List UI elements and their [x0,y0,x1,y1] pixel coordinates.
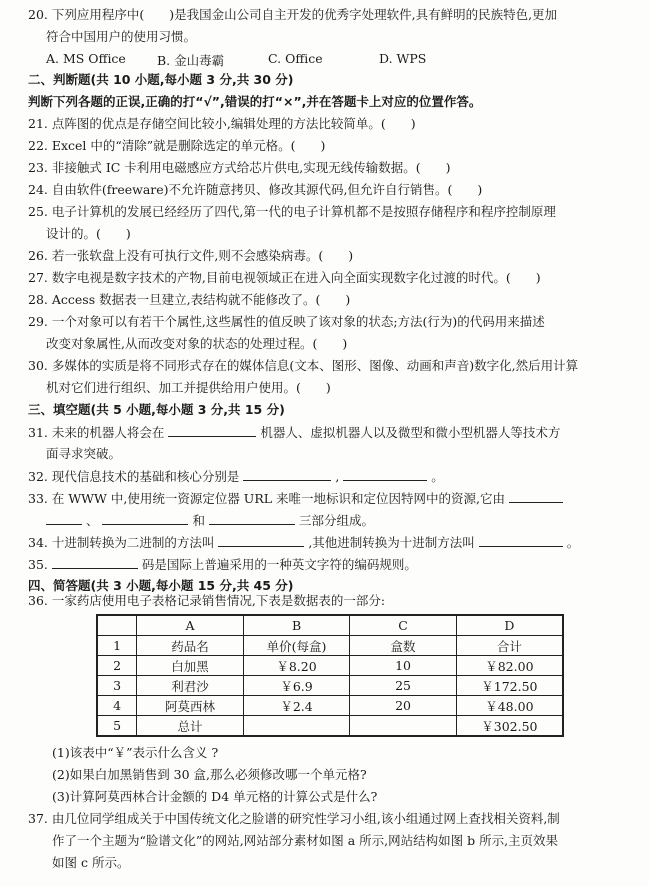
section-2-title: 二、判断题(共 10 小题,每小题 3 分,共 30 分) [28,72,294,87]
column-header-c: C [350,615,456,636]
table-row [97,636,563,656]
question-20-option-d: D. WPS [379,51,427,66]
question-35 [28,556,417,573]
column-header-d: D [456,615,563,636]
question-28: 28. Access 数据表一旦建立,表结构就不能修改了。( ) [28,292,351,307]
table-header-row [97,615,563,636]
table-cell: ￥172.50 [456,676,563,696]
column-header-b: B [243,615,350,636]
section-2-instruction: 判断下列各题的正误,正确的打“√”,错误的打“×”,并在答题卡上对应的位置作答。 [28,94,482,109]
question-31-line-2: 面寻求突破。 [46,446,122,461]
table-cell: ￥6.9 [243,676,350,696]
question-37-line-2: 作了一个主题为“脸谱文化”的网站,网站部分素材如图 a 所示,网站结构如图 b 所示,主页效果 [52,833,559,848]
table-cell: 单价(每盒) [243,636,350,656]
question-34-text-b: ,其他进制转换为十进制方法叫 [308,535,475,550]
question-29-line-1: 29. 一个对象可以有若干个属性,这些属性的值反映了该对象的状态;方法(行为)的代码用来描述 [28,314,545,329]
column-header-a: A [137,615,243,636]
row-number: 2 [97,656,137,676]
question-31-text-b: 机器人、虚拟机器人以及微型和微小型机器人等技术方 [260,425,561,440]
table-row [97,656,563,676]
table-cell: ￥302.50 [456,716,563,737]
spreadsheet-table [96,614,564,737]
question-33-sep: 、 [85,513,99,528]
table-cell: 白加黑 [137,656,243,676]
table-corner-cell [97,615,137,636]
section-4-title: 四、简答题(共 3 小题,每小题 15 分,共 45 分) [28,578,294,593]
answer-blank-32-1[interactable] [243,468,331,481]
table-cell: 利君沙 [137,676,243,696]
question-33-end: 三部分组成。 [298,513,374,528]
table-cell: ￥82.00 [456,656,563,676]
question-36-sub-1: (1)该表中“￥”表示什么含义 ? [52,745,219,760]
table-cell [243,716,350,737]
question-33-text-a: 33. 在 WWW 中,使用统一资源定位器 URL 来唯一地标识和定位因特网中的资源,它由 [28,491,505,506]
section-3-title: 三、填空题(共 5 小题,每小题 3 分,共 15 分) [28,402,285,417]
answer-blank-34-1[interactable] [218,534,304,547]
question-24: 24. 自由软件(freeware)不允许随意拷贝、修改其源代码,但允许自行销售。( ) [28,182,483,197]
question-34-end: 。 [566,535,580,550]
question-25-line-2: 设计的。( ) [46,226,131,241]
table-cell: 药品名 [137,636,243,656]
question-32-sep: , [335,469,340,484]
question-31-text-a: 31. 未来的机器人将会在 [28,425,165,440]
question-32-text-a: 32. 现代信息技术的基础和核心分别是 [28,469,240,484]
question-35-text: 码是国际上普遍采用的一种英文字符的编码规则。 [141,557,417,572]
table-cell: 总计 [137,716,243,737]
answer-blank-33-3[interactable] [209,512,295,525]
row-number: 1 [97,636,137,656]
table-row [97,716,563,737]
table-row [97,696,563,716]
table-cell: ￥2.4 [243,696,350,716]
question-37-line-1: 37. 由几位同学组成关于中国传统文化之脸谱的研究性学习小组,该小组通过网上查找相关资料,制 [28,811,560,826]
table-cell: 10 [350,656,456,676]
row-number: 4 [97,696,137,716]
question-20-option-b: B. 金山毒霸 [157,53,225,68]
question-33-line-2 [46,512,374,529]
question-20-option-a: A. MS Office [46,51,126,66]
table-cell: 合计 [456,636,563,656]
table-row [97,676,563,696]
question-35-number: 35. [28,557,48,572]
question-33-and: 和 [192,513,205,528]
answer-blank-33-1[interactable] [509,490,563,503]
row-number: 5 [97,716,137,737]
question-34 [28,534,579,551]
question-36-sub-3: (3)计算阿莫西林合计金额的 D4 单元格的计算公式是什么? [52,789,378,804]
question-25-line-1: 25. 电子计算机的发展已经经历了四代,第一代的电子计算机都不是按照存储程序和程序控制原理 [28,204,556,219]
question-21: 21. 点阵图的优点是存储空间比较小,编辑处理的方法比较简单。( ) [28,116,416,131]
question-34-text-a: 34. 十进制转换为二进制的方法叫 [28,535,215,550]
answer-blank-33-1-cont[interactable] [46,512,82,525]
question-30-line-1: 30. 多媒体的实质是将不同形式存在的媒体信息(文本、图形、图像、动画和声音)数字化,然后用计算 [28,358,579,373]
answer-blank-31[interactable] [168,424,256,437]
table-cell: 25 [350,676,456,696]
question-26: 26. 若一张软盘上没有可执行文件,则不会感染病毒。( ) [28,248,354,263]
question-36-sub-2: (2)如果白加黑销售到 30 盒,那么必须修改哪一个单元格? [52,767,367,782]
question-30-line-2: 机对它们进行组织、加工并提供给用户使用。( ) [46,380,331,395]
table-cell: ￥48.00 [456,696,563,716]
table-cell: 盒数 [350,636,456,656]
question-37-line-3: 如图 c 所示。 [52,855,130,870]
question-20-option-c: C. Office [268,51,323,66]
answer-blank-32-2[interactable] [343,468,427,481]
question-22: 22. Excel 中的“清除”就是删除选定的单元格。( ) [28,138,326,153]
question-20-line-1: 20. 下列应用程序中( )是我国金山公司自主开发的优秀字处理软件,具有鲜明的民族特色,更加 [28,7,558,22]
question-23: 23. 非接触式 IC 卡利用电磁感应方式给芯片供电,实现无线传输数据。( ) [28,160,451,175]
question-32 [28,468,444,485]
question-27: 27. 数字电视是数字技术的产物,目前电视领域正在进入向全面实现数字化过渡的时代。( ) [28,270,541,285]
table-cell: 阿莫西林 [137,696,243,716]
row-number: 3 [97,676,137,696]
question-29-line-2: 改变对象属性,从而改变对象的状态的处理过程。( ) [46,336,348,351]
question-20-line-2: 符合中国用户的使用习惯。 [46,29,197,44]
answer-blank-35[interactable] [52,556,138,569]
question-33-line-1 [28,490,563,507]
table-cell: 20 [350,696,456,716]
table-cell: ￥8.20 [243,656,350,676]
table-cell [350,716,456,737]
answer-blank-34-2[interactable] [479,534,563,547]
answer-blank-33-2[interactable] [102,512,188,525]
question-31-line-1 [28,424,560,441]
question-36-intro: 36. 一家药店使用电子表格记录销售情况,下表是数据表的一部分: [28,593,386,608]
question-32-end: 。 [431,469,444,484]
